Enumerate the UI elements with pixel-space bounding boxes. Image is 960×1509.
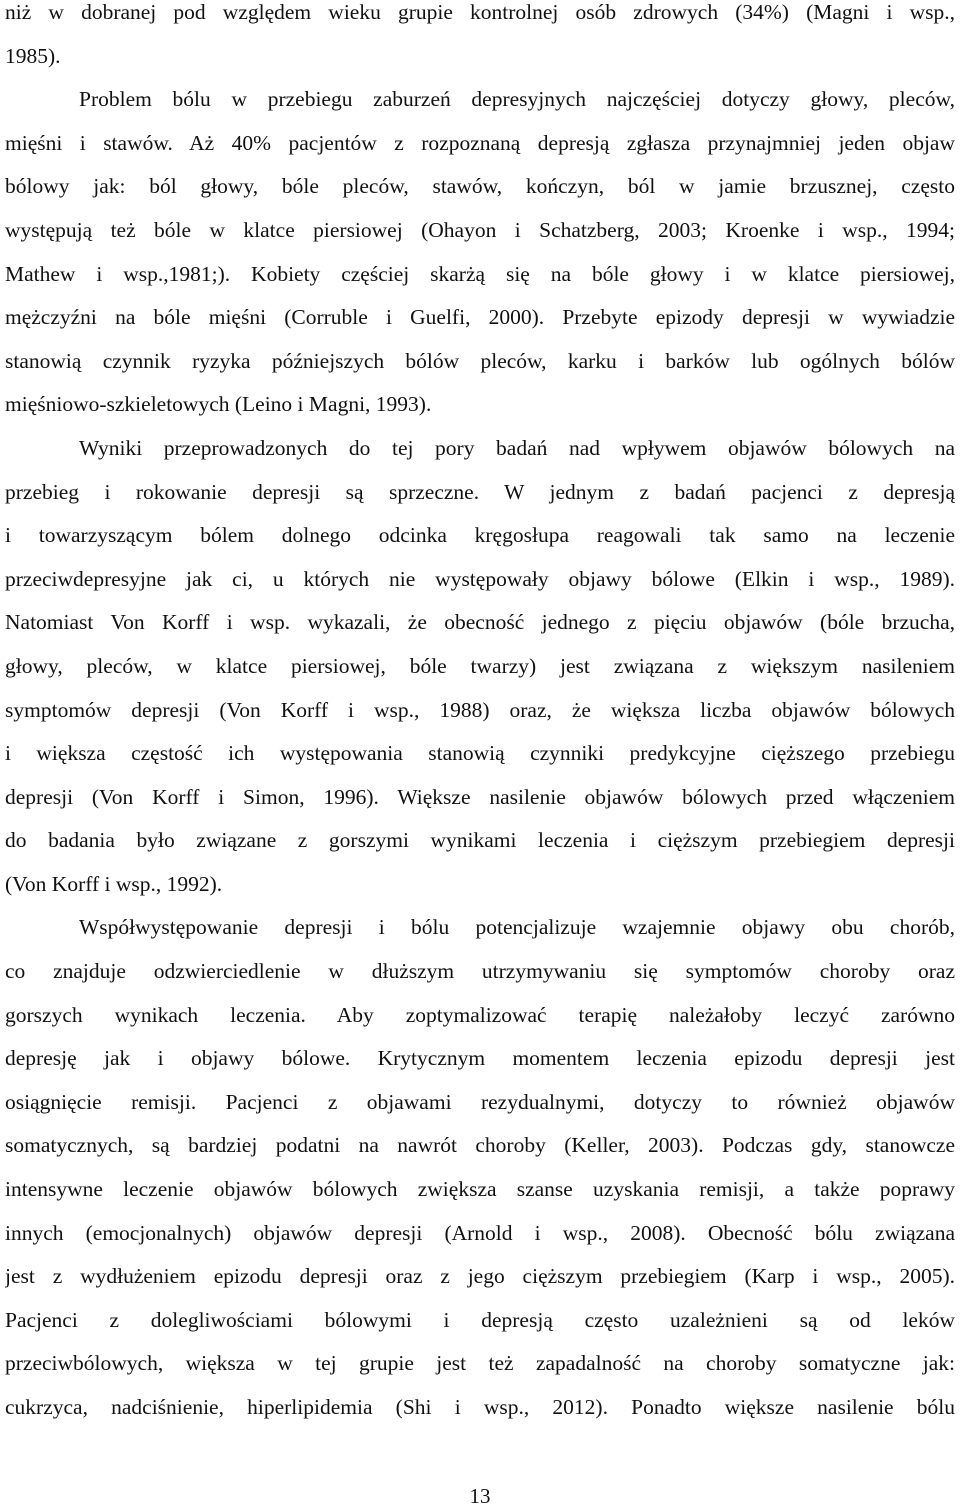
text-line: mięśniowo-szkieletowych (Leino i Magni, 1993). xyxy=(5,392,432,417)
text-line: somatycznych, są bardziej podatni na nawrót choroby (Keller, 2003). Podczas gdy, stanowcze xyxy=(5,1133,955,1158)
text-line: i towarzyszącym bólem dolnego odcinka kręgosłupa reagowali tak samo na leczenie xyxy=(5,523,955,548)
text-line: jest z wydłużeniem epizodu depresji oraz z jego cięższym przebiegiem (Karp i wsp., 2005). xyxy=(5,1264,955,1289)
text-line: Wyniki przeprowadzonych do tej pory badań nad wpływem objawów bólowych na xyxy=(79,435,955,460)
body-text xyxy=(5,0,955,1430)
text-line: innych (emocjonalnych) objawów depresji (Arnold i wsp., 2008). Obecność bólu związana xyxy=(5,1220,955,1245)
text-line: przeciwdepresyjne jak ci, u których nie występowały objawy bólowe (Elkin i wsp., 1989). xyxy=(5,566,955,591)
text-line: co znajduje odzwierciedlenie w dłuższym utrzymywaniu się symptomów choroby oraz xyxy=(5,959,955,984)
text-line: stanowią czynnik ryzyka późniejszych bólów pleców, karku i barków lub ogólnych bólów xyxy=(5,348,955,373)
text-line: mięśni i stawów. Aż 40% pacjentów z rozpoznaną depresją zgłasza przynajmniej jeden objaw xyxy=(5,130,955,155)
text-line: depresji (Von Korff i Simon, 1996). Większe nasilenie objawów bólowych przed włączeniem xyxy=(5,784,955,809)
text-line: symptomów depresji (Von Korff i wsp., 1988) oraz, że większa liczba objawów bólowych xyxy=(5,697,955,722)
text-line: cukrzyca, nadciśnienie, hiperlipidemia (Shi i wsp., 2012). Ponadto większe nasilenie bólu xyxy=(5,1395,955,1419)
text-line: intensywne leczenie objawów bólowych zwiększa szanse uzyskania remisji, a także poprawy xyxy=(5,1177,955,1202)
page-number: 13 xyxy=(469,1484,491,1508)
text-line: Pacjenci z dolegliwościami bólowymi i depresją często uzależnieni są od leków xyxy=(5,1307,955,1332)
text-line: Problem bólu w przebiegu zaburzeń depresyjnych najczęściej dotyczy głowy, pleców, xyxy=(79,87,955,112)
text-line: przeciwbólowych, większa w tej grupie jest też zapadalność na choroby somatyczne jak: xyxy=(5,1351,955,1376)
text-line: (Von Korff i wsp., 1992). xyxy=(5,871,223,896)
text-line: niż w dobranej pod względem wieku grupie kontrolnej osób zdrowych (34%) (Magni i wsp., xyxy=(5,0,955,24)
text-line: głowy, pleców, w klatce piersiowej, bóle twarzy) jest związana z większym nasileniem xyxy=(5,653,955,678)
text-line: gorszych wynikach leczenia. Aby zoptymalizować terapię należałoby leczyć zarówno xyxy=(5,1002,955,1027)
text-line: bólowy jak: ból głowy, bóle pleców, stawów, kończyn, ból w jamie brzusznej, często xyxy=(5,174,955,199)
text-line: do badania było związane z gorszymi wynikami leczenia i cięższym przebiegiem depresji xyxy=(5,828,955,853)
text-line: Natomiast Von Korff i wsp. wykazali, że obecność jednego z pięciu objawów (bóle brzucha, xyxy=(5,610,955,635)
document-page xyxy=(5,0,955,1430)
text-line: mężczyźni na bóle mięśni (Corruble i Guelfi, 2000). Przebyte epizody depresji w wywiadzie xyxy=(5,305,955,330)
text-line: Współwystępowanie depresji i bólu potencjalizuje wzajemnie objawy obu chorób, xyxy=(79,915,955,940)
text-line: Mathew i wsp.,1981;). Kobiety częściej skarżą się na bóle głowy i w klatce piersiowej, xyxy=(5,261,955,286)
text-line: i większa częstość ich występowania stanowią czynniki predykcyjne cięższego przebiegu xyxy=(5,741,955,766)
text-line: osiągnięcie remisji. Pacjenci z objawami rezydualnymi, dotyczy to również objawów xyxy=(5,1089,955,1114)
text-line: przebieg i rokowanie depresji są sprzeczne. W jednym z badań pacjenci z depresją xyxy=(5,479,955,504)
text-line: występują też bóle w klatce piersiowej (Ohayon i Schatzberg, 2003; Kroenke i wsp., 1994; xyxy=(5,217,955,242)
text-line: 1985). xyxy=(5,43,61,68)
text-line: depresję jak i objawy bólowe. Krytycznym momentem leczenia epizodu depresji jest xyxy=(5,1046,955,1071)
